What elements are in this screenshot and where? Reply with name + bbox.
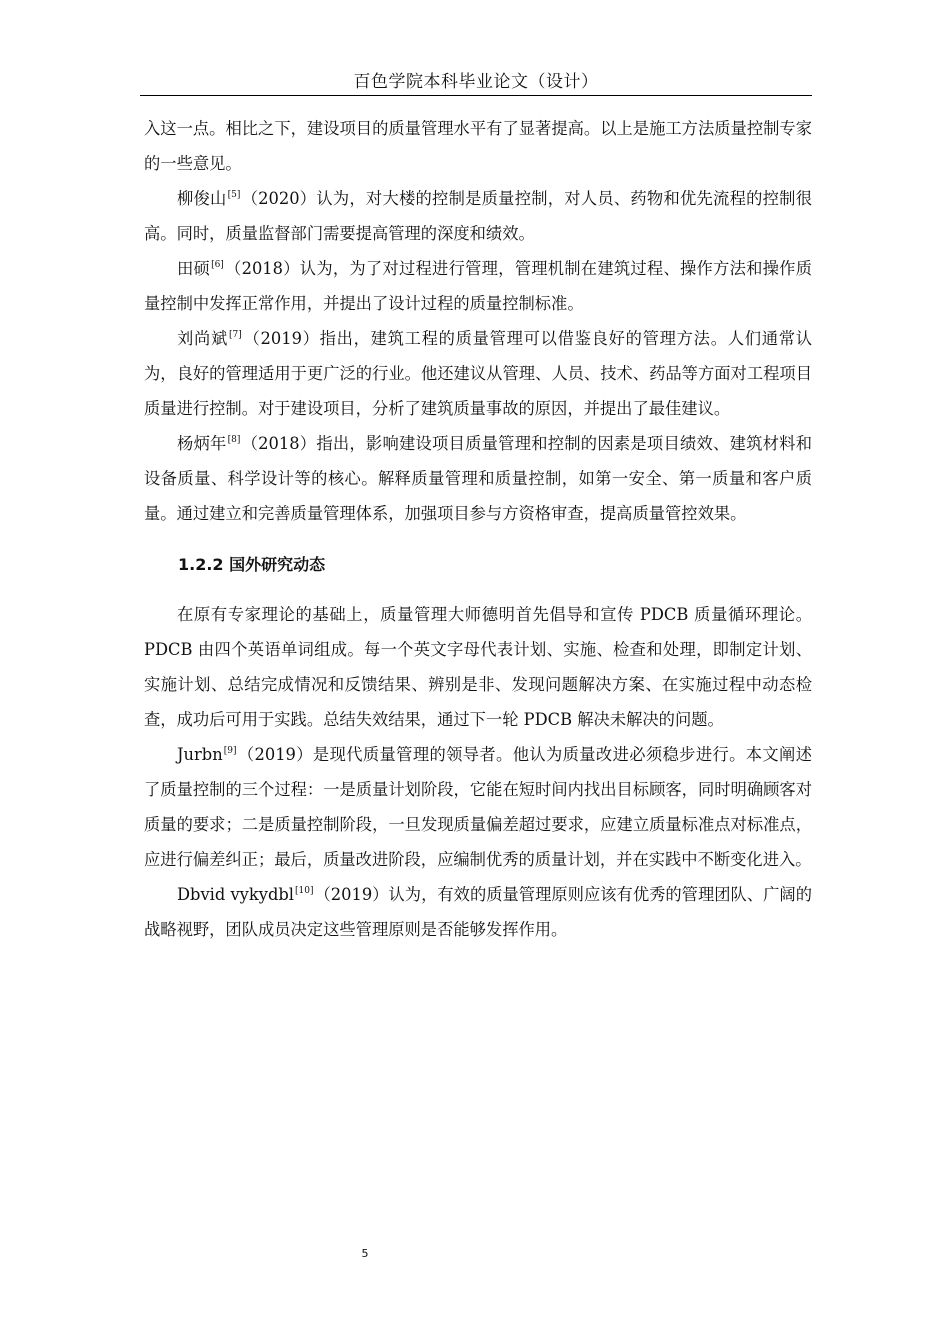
paragraph-jurbn bbox=[144, 737, 812, 877]
citation-ref: [10] bbox=[295, 886, 314, 896]
author-name: 刘尚斌 bbox=[177, 329, 229, 348]
paragraph-text: （2019）指出，建筑工程的质量管理可以借鉴良好的管理方法。人们通常认为，良好的管理适用于更广泛的行业。他还建议从管理、人员、技术、药品等方面对工程项目质量进行控制。对于建设项目，分析了建筑质量事故的原因，并提出了最佳建议。 bbox=[144, 329, 812, 418]
paragraph-text: （2018）指出，影响建设项目质量管理和控制的因素是项目绩效、建筑材料和设备质量、科学设计等的核心。解释质量管理和质量控制，如第一安全、第一质量和客户质量。通过建立和完善质量管理体系，加强项目参与方资格审查，提高质量管控效果。 bbox=[144, 434, 812, 523]
page-header-title: 百色学院本科毕业论文（设计） bbox=[353, 72, 599, 92]
paragraph-dbvid bbox=[144, 877, 812, 947]
paragraph-yang-bingnian bbox=[144, 426, 812, 531]
author-name: 杨炳年 bbox=[177, 434, 227, 453]
paragraph-text: （2018）认为，为了对过程进行管理，管理机制在建筑过程、操作方法和操作质量控制中发挥正常作用，并提出了设计过程的质量控制标准。 bbox=[144, 259, 812, 313]
paragraph-tian-shuo bbox=[144, 251, 812, 321]
section-heading: 1.2.2 国外研究动态 bbox=[178, 555, 326, 574]
paragraph-text: （2020）认为，对大楼的控制是质量控制，对人员、药物和优先流程的控制很高。同时，质量监督部门需要提高管理的深度和绩效。 bbox=[144, 189, 812, 243]
author-name: Dbvid vykydbl bbox=[177, 885, 294, 904]
paragraph-pdcb: 在原有专家理论的基础上，质量管理大师德明首先倡导和宣传 PDCB 质量循环理论。PDCB 由四个英语单词组成。每一个英文字母代表计划、实施、检查和处理，即制定计划、实施计划、总结完成情况和反馈结果、辨别是非、发现问题解决方案、在实施过程中动态检查，成功后可用于实践。总结失效结果，通过下一轮 PDCB 解决未解决的问题。 bbox=[144, 605, 812, 729]
paragraph-continuation: 入这一点。相比之下，建设项目的质量管理水平有了显著提高。以上是施工方法质量控制专家的一些意见。 bbox=[144, 119, 812, 173]
citation-ref: [9] bbox=[223, 746, 237, 756]
paragraph-text: （2019）是现代质量管理的领导者。他认为质量改进必须稳步进行。本文阐述了质量控制的三个过程：一是质量计划阶段，它能在短时间内找出目标顾客，同时明确顾客对质量的要求；二是质量控制阶段，一旦发现质量偏差超过要求，应建立质量标准点对标准点，应进行偏差纠正；最后，质量改进阶段，应编制优秀的质量计划，并在实践中不断变化进入。 bbox=[144, 745, 812, 869]
citation-ref: [7] bbox=[229, 330, 242, 340]
author-name: Jurbn bbox=[177, 745, 223, 764]
paragraph-liu-junshan bbox=[144, 181, 812, 251]
document-body bbox=[144, 111, 812, 947]
citation-ref: [8] bbox=[227, 435, 241, 445]
author-name: 田硕 bbox=[177, 259, 211, 278]
author-name: 柳俊山 bbox=[177, 189, 227, 208]
paragraph-text: （2019）认为，有效的质量管理原则应该有优秀的管理团队、广阔的战略视野，团队成员决定这些管理原则是否能够发挥作用。 bbox=[144, 885, 812, 939]
page-number: 5 bbox=[361, 1247, 369, 1260]
header-divider bbox=[140, 95, 812, 96]
paragraph-liu-shangbin bbox=[144, 321, 812, 426]
citation-ref: [6] bbox=[211, 260, 224, 270]
citation-ref: [5] bbox=[227, 190, 241, 200]
